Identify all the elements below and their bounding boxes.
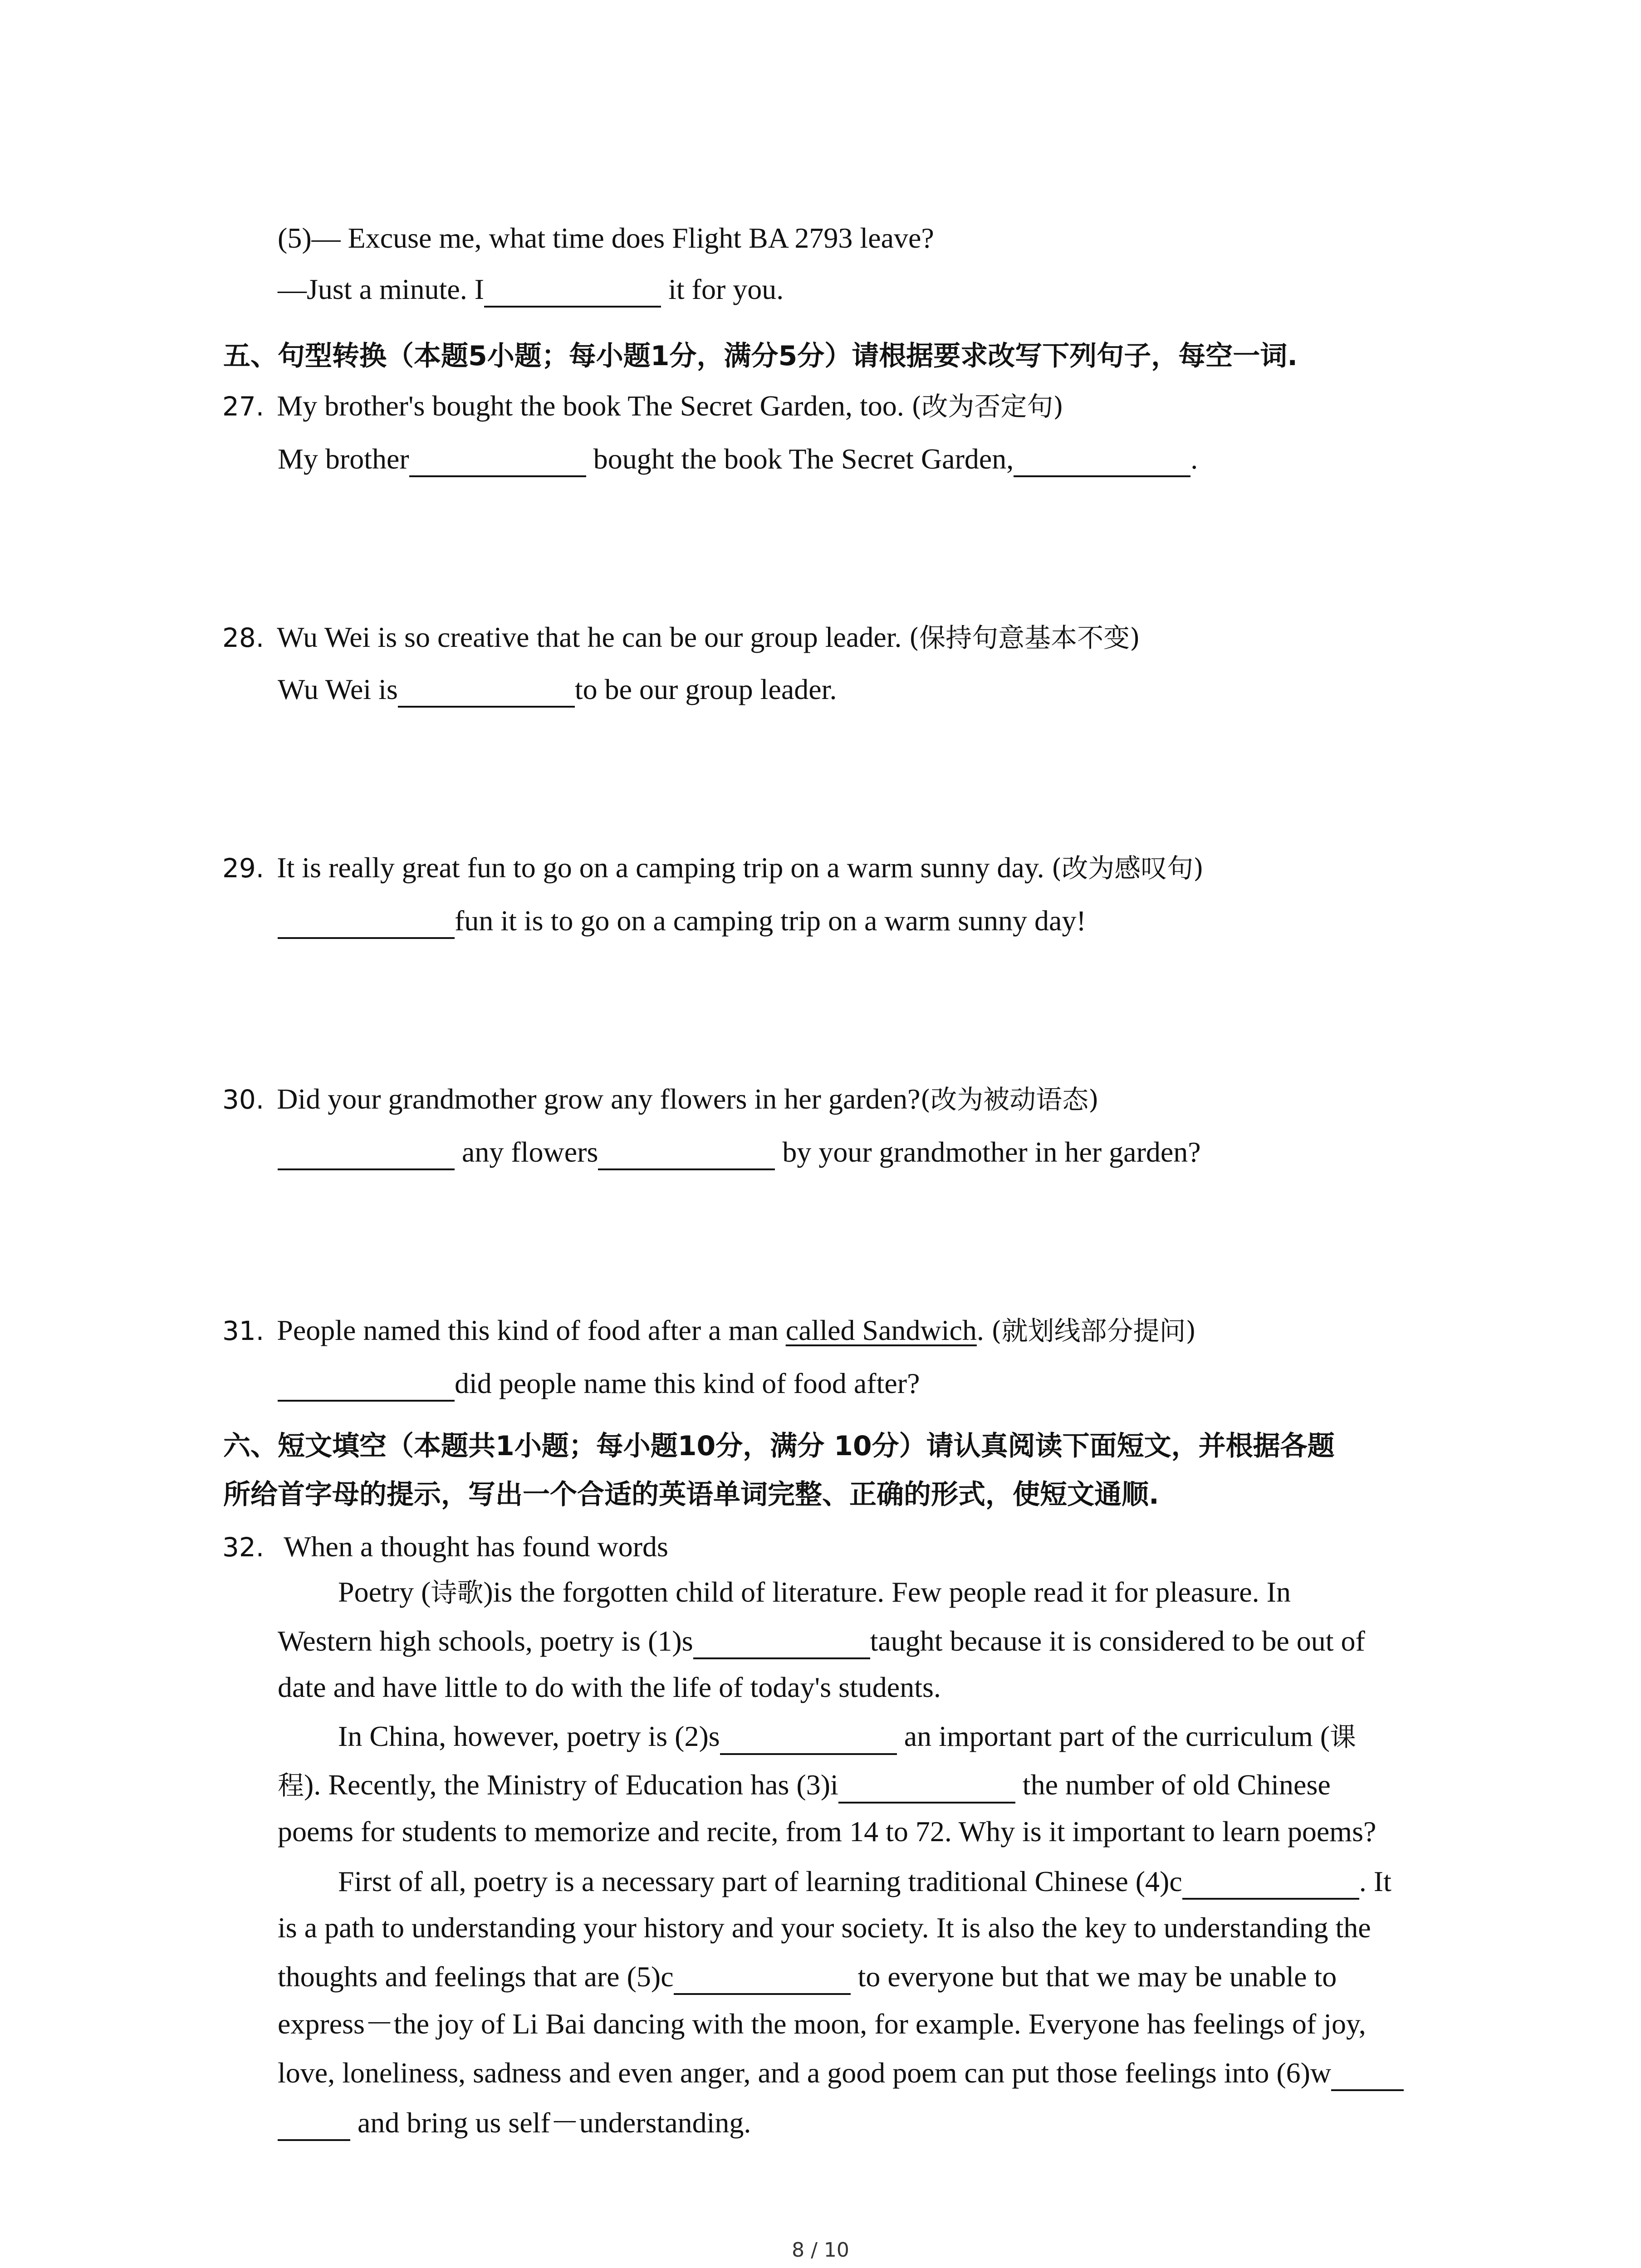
passage-text-cn: 课 — [1330, 1721, 1357, 1752]
passage-line-11 — [278, 2055, 1404, 2091]
passage-line-7 — [338, 1863, 1391, 1900]
answer-blank-3[interactable] — [838, 1774, 1015, 1804]
passage-text: thoughts and feelings that are (5)c — [278, 1960, 674, 1993]
answer-blank[interactable] — [278, 1372, 455, 1402]
answer-blank-5[interactable] — [674, 1965, 851, 1995]
q30-rewrite — [278, 1134, 1201, 1170]
q30-rewrite-b: by your grandmother in her garden? — [775, 1136, 1201, 1168]
passage-text: Poetry ( — [338, 1576, 431, 1608]
answer-blank[interactable] — [278, 1140, 455, 1170]
answer-blank[interactable] — [409, 447, 586, 477]
q27-instruction: (改为否定句) — [911, 391, 1064, 422]
answer-blank-6b[interactable] — [278, 2111, 350, 2141]
passage-text: and bring us self－understanding. — [350, 2107, 751, 2139]
q29-instruction: (改为感叹句) — [1051, 853, 1204, 884]
section-6-heading-line-1 — [223, 1428, 1335, 1464]
passage-text: date and have little to do with the life of today's students. — [278, 1671, 941, 1703]
passage-text: the number of old Chinese — [1015, 1769, 1331, 1801]
passage-line-2 — [278, 1623, 1365, 1659]
passage-line-8 — [278, 1910, 1371, 1946]
answer-blank-4[interactable] — [1182, 1870, 1359, 1900]
passage-line-3 — [278, 1669, 941, 1706]
answer-blank[interactable] — [1014, 447, 1190, 477]
q26-5-question — [278, 220, 934, 256]
answer-blank-6a[interactable] — [1331, 2061, 1404, 2091]
passage-line-1 — [338, 1574, 1291, 1611]
q32-title: When a thought has found words — [277, 1530, 668, 1563]
passage-text: ). Recently, the Ministry of Education has (3)i — [304, 1769, 838, 1801]
q26-5-answer-before: —Just a minute. I — [278, 273, 485, 305]
passage-text: First of all, poetry is a necessary part of learning traditional Chinese (4)c — [338, 1865, 1182, 1897]
q30-number: 30. — [222, 1084, 265, 1115]
q31-line — [222, 1312, 1196, 1349]
page-number: 8 / 10 — [792, 2239, 849, 2262]
q27-sentence: My brother's bought the book The Secret Garden, too. — [277, 390, 911, 422]
passage-text: to everyone but that we may be unable to — [850, 1960, 1337, 1993]
q28-number: 28. — [222, 622, 265, 653]
q29-number: 29. — [222, 853, 265, 884]
q31-rewrite — [278, 1365, 920, 1402]
passage-text: In China, however, poetry is (2)s — [338, 1720, 720, 1752]
passage-text: love, loneliness, sadness and even anger, and a good poem can put those feelings into (6)w — [278, 2057, 1332, 2089]
q29-rewrite-a: fun it is to go on a camping trip on a warm sunny day! — [455, 904, 1086, 937]
passage-line-10 — [278, 2006, 1366, 2042]
passage-text: poems for students to memorize and recite, from 14 to 72. Why is it important to learn poems? — [278, 1815, 1376, 1848]
q28-rewrite-b: to be our group leader. — [574, 673, 837, 705]
q26-5-answer-after: it for you. — [661, 273, 784, 305]
passage-line-6 — [278, 1813, 1376, 1850]
answer-blank[interactable] — [598, 1140, 775, 1170]
passage-text-cn: 程 — [278, 1770, 304, 1801]
answer-blank[interactable] — [278, 909, 455, 939]
q28-sentence: Wu Wei is so creative that he can be our group leader. — [277, 621, 909, 653]
section-6-heading-text-2: 所给首字母的提示，写出一个合适的英语单词完整、正确的形式，使短文通顺. — [223, 1479, 1159, 1510]
passage-text: )is the forgotten child of literature. Few people read it for pleasure. In — [483, 1576, 1291, 1608]
q32-title-line — [222, 1529, 668, 1565]
q27-rewrite-c: . — [1190, 443, 1198, 475]
passage-line-5 — [278, 1767, 1331, 1804]
q28-rewrite — [278, 671, 837, 708]
q29-line — [222, 850, 1204, 886]
q32-number: 32. — [222, 1532, 265, 1563]
q31-rewrite-a: did people name this kind of food after? — [455, 1367, 920, 1399]
answer-blank-1[interactable] — [693, 1629, 870, 1659]
q28-rewrite-a: Wu Wei is — [278, 673, 398, 705]
q30-line — [222, 1081, 1099, 1118]
passage-text: taught because it is considered to be out of — [870, 1625, 1365, 1657]
q27-number: 27. — [222, 391, 265, 422]
passage-text: express－the joy of Li Bai dancing with the moon, for example. Everyone has feelings of joy, — [278, 2008, 1366, 2040]
section-5-heading-text: 五、句型转换（本题5小题；每小题1分，满分5分）请根据要求改写下列句子，每空一词. — [223, 340, 1298, 372]
q27-line — [222, 388, 1063, 425]
section-6-heading-line-2 — [223, 1476, 1159, 1513]
q30-rewrite-a: any flowers — [455, 1136, 598, 1168]
q31-number: 31. — [222, 1315, 265, 1346]
passage-text: an important part of the curriculum ( — [896, 1720, 1330, 1752]
passage-line-4 — [338, 1718, 1356, 1755]
q26-5-answer-line — [278, 271, 784, 308]
passage-line-9 — [278, 1959, 1337, 1995]
q26-5-question-text: (5)— Excuse me, what time does Flight BA 2793 leave? — [278, 222, 934, 254]
q31-sentence-b: . — [976, 1314, 991, 1346]
q27-rewrite-b: bought the book The Secret Garden, — [586, 443, 1014, 475]
passage-line-12 — [278, 2105, 751, 2141]
passage-text: Western high schools, poetry is (1)s — [278, 1625, 693, 1657]
passage-text: is a path to understanding your history and your society. It is also the key to understanding the — [278, 1911, 1371, 1944]
q28-instruction: (保持句意基本不变) — [909, 622, 1140, 653]
answer-blank[interactable] — [398, 678, 575, 708]
passage-text: . It — [1359, 1865, 1391, 1897]
q31-sentence-a: People named this kind of food after a man — [277, 1314, 786, 1346]
answer-blank[interactable] — [484, 278, 661, 308]
q30-sentence: Did your grandmother grow any flowers in her garden? — [277, 1083, 921, 1115]
answer-blank-2[interactable] — [720, 1725, 897, 1755]
q29-sentence: It is really great fun to go on a camping trip on a warm sunny day. — [277, 851, 1052, 884]
q31-underlined-part: called Sandwich — [785, 1314, 977, 1346]
q27-rewrite — [278, 441, 1198, 477]
passage-text-cn: 诗歌 — [431, 1577, 484, 1608]
q31-instruction: (就划线部分提问) — [991, 1315, 1196, 1346]
q28-line — [222, 619, 1140, 656]
section-6-heading-text-1: 六、短文填空（本题共1小题；每小题10分，满分 10分）请认真阅读下面短文，并根据各题 — [223, 1430, 1335, 1462]
section-5-heading — [223, 338, 1298, 374]
q29-rewrite — [278, 903, 1086, 939]
q27-rewrite-a: My brother — [278, 443, 409, 475]
q30-instruction: (改为被动语态) — [920, 1084, 1099, 1115]
